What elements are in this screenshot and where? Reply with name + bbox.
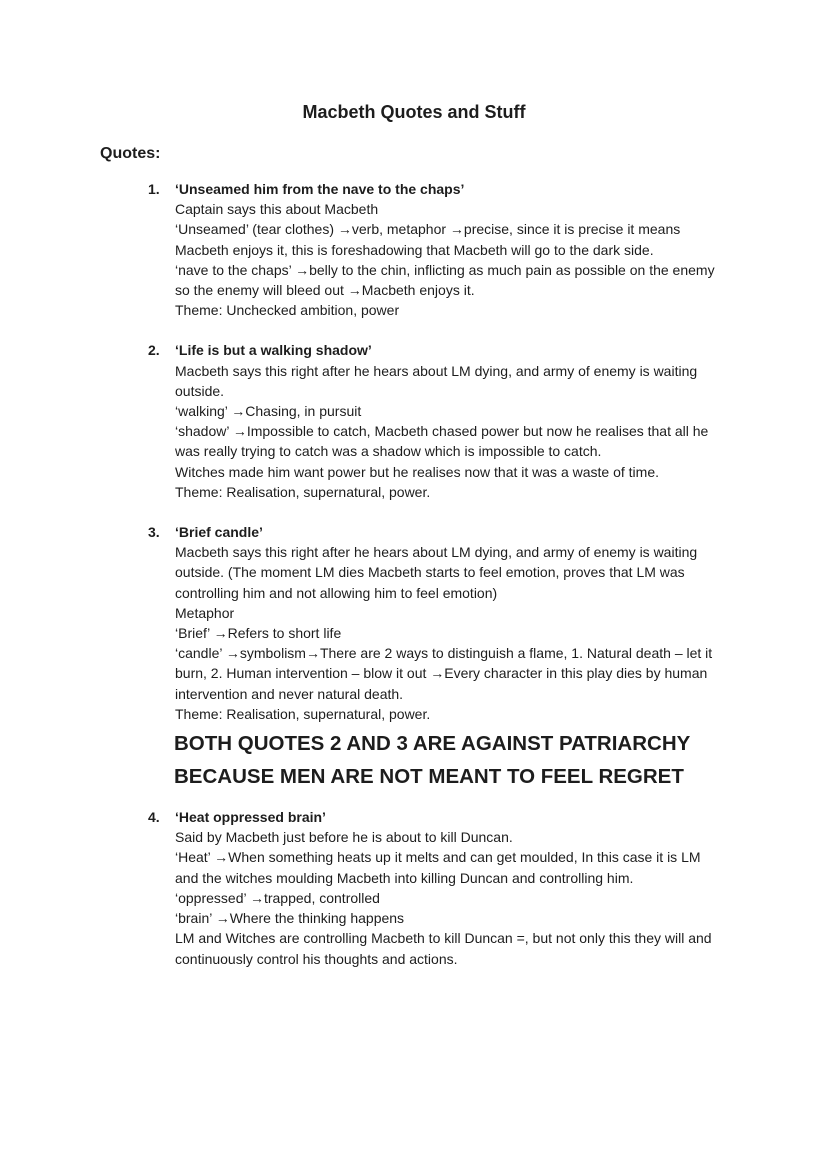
quote-line: was really trying to catch was a shadow which is impossible to catch. (175, 443, 602, 460)
quote-line: so the enemy will bleed out →Macbeth enjoys it. (175, 282, 475, 299)
quote-line: LM and Witches are controlling Macbeth to kill Duncan =, but not only this they will and (175, 930, 712, 947)
quote-line: intervention and never natural death. (175, 685, 404, 702)
quote-line: Said by Macbeth just before he is about to kill Duncan. (175, 829, 513, 846)
quote-line: outside. (175, 382, 225, 399)
quote-theme-line: Theme: Realisation, supernatural, power. (175, 483, 431, 500)
quote-line: controlling him and not allowing him to feel emotion) (175, 584, 498, 601)
banner-line: BOTH QUOTES 2 AND 3 ARE AGAINST PATRIARCHY (174, 732, 691, 756)
quote-number: 2. (148, 342, 160, 359)
quote-item-2 (0, 340, 828, 502)
quote-line: outside. (The moment LM dies Macbeth starts to feel emotion, proves that LM was (175, 564, 685, 581)
quote-line: ‘oppressed’ →trapped, controlled (175, 889, 380, 906)
quote-line: Macbeth says this right after he hears about LM dying, and army of enemy is waiting (175, 362, 698, 379)
quote-title: ‘Brief candle’ (175, 524, 263, 541)
quote-item-1 (0, 179, 828, 320)
quote-line: ‘nave to the chaps’ →belly to the chin, inflicting as much pain as possible on the enemy (175, 261, 715, 278)
quote-number: 3. (148, 524, 160, 541)
quote-body (175, 340, 708, 502)
quote-body (175, 179, 715, 320)
quote-line: continuously control his thoughts and actions. (175, 950, 458, 967)
quote-line: Macbeth says this right after he hears about LM dying, and army of enemy is waiting (175, 544, 698, 561)
quote-line: ‘Unseamed’ (tear clothes) →verb, metaphor →precise, since it is precise it means (175, 221, 681, 238)
quote-number: 1. (148, 181, 160, 197)
quote-number: 4. (148, 809, 160, 826)
quote-line: ‘walking’ →Chasing, in pursuit (175, 403, 362, 420)
quote-theme-line: Theme: Realisation, supernatural, power. (175, 705, 431, 722)
quote-title: ‘Heat oppressed brain’ (175, 809, 326, 826)
section-heading: Quotes: (100, 145, 161, 162)
banner-line: BECAUSE MEN ARE NOT MEANT TO FEEL REGRET (174, 765, 684, 789)
quote-line: ‘brain’ →Where the thinking happens (175, 910, 405, 927)
quote-line: Macbeth enjoys it, this is foreshadowing that Macbeth will go to the dark side. (175, 241, 654, 258)
quote-body (175, 522, 712, 724)
document-title: Macbeth Quotes and Stuff (302, 102, 526, 122)
quote-line: Captain says this about Macbeth (175, 201, 379, 218)
quote-line: Witches made him want power but he realises now that it was a waste of time. (175, 463, 659, 480)
quote-line: ‘candle’ →symbolism→There are 2 ways to distinguish a flame, 1. Natural death – let it (175, 645, 713, 662)
quote-item-3 (0, 522, 828, 724)
quote-title: ‘Unseamed him from the nave to the chaps’ (175, 181, 465, 197)
quote-line: ‘Heat’ →When something heats up it melts and can get moulded, In this case it is LM (175, 849, 701, 866)
quote-line: Metaphor (175, 604, 235, 621)
quote-line: ‘shadow’ →Impossible to catch, Macbeth chased power but now he realises that all he (175, 423, 709, 440)
quote-item-4 (0, 807, 828, 969)
quote-body (175, 807, 712, 969)
analysis-banner (174, 727, 828, 793)
quote-line: ‘Brief’ →Refers to short life (175, 625, 342, 642)
quote-list (0, 179, 828, 969)
quote-theme-line: Theme: Unchecked ambition, power (175, 302, 400, 319)
quote-line: and the witches moulding Macbeth into killing Duncan and controlling him. (175, 869, 634, 886)
quote-line: burn, 2. Human intervention – blow it out →Every character in this play dies by human (175, 665, 708, 682)
quote-title: ‘Life is but a walking shadow’ (175, 342, 372, 359)
